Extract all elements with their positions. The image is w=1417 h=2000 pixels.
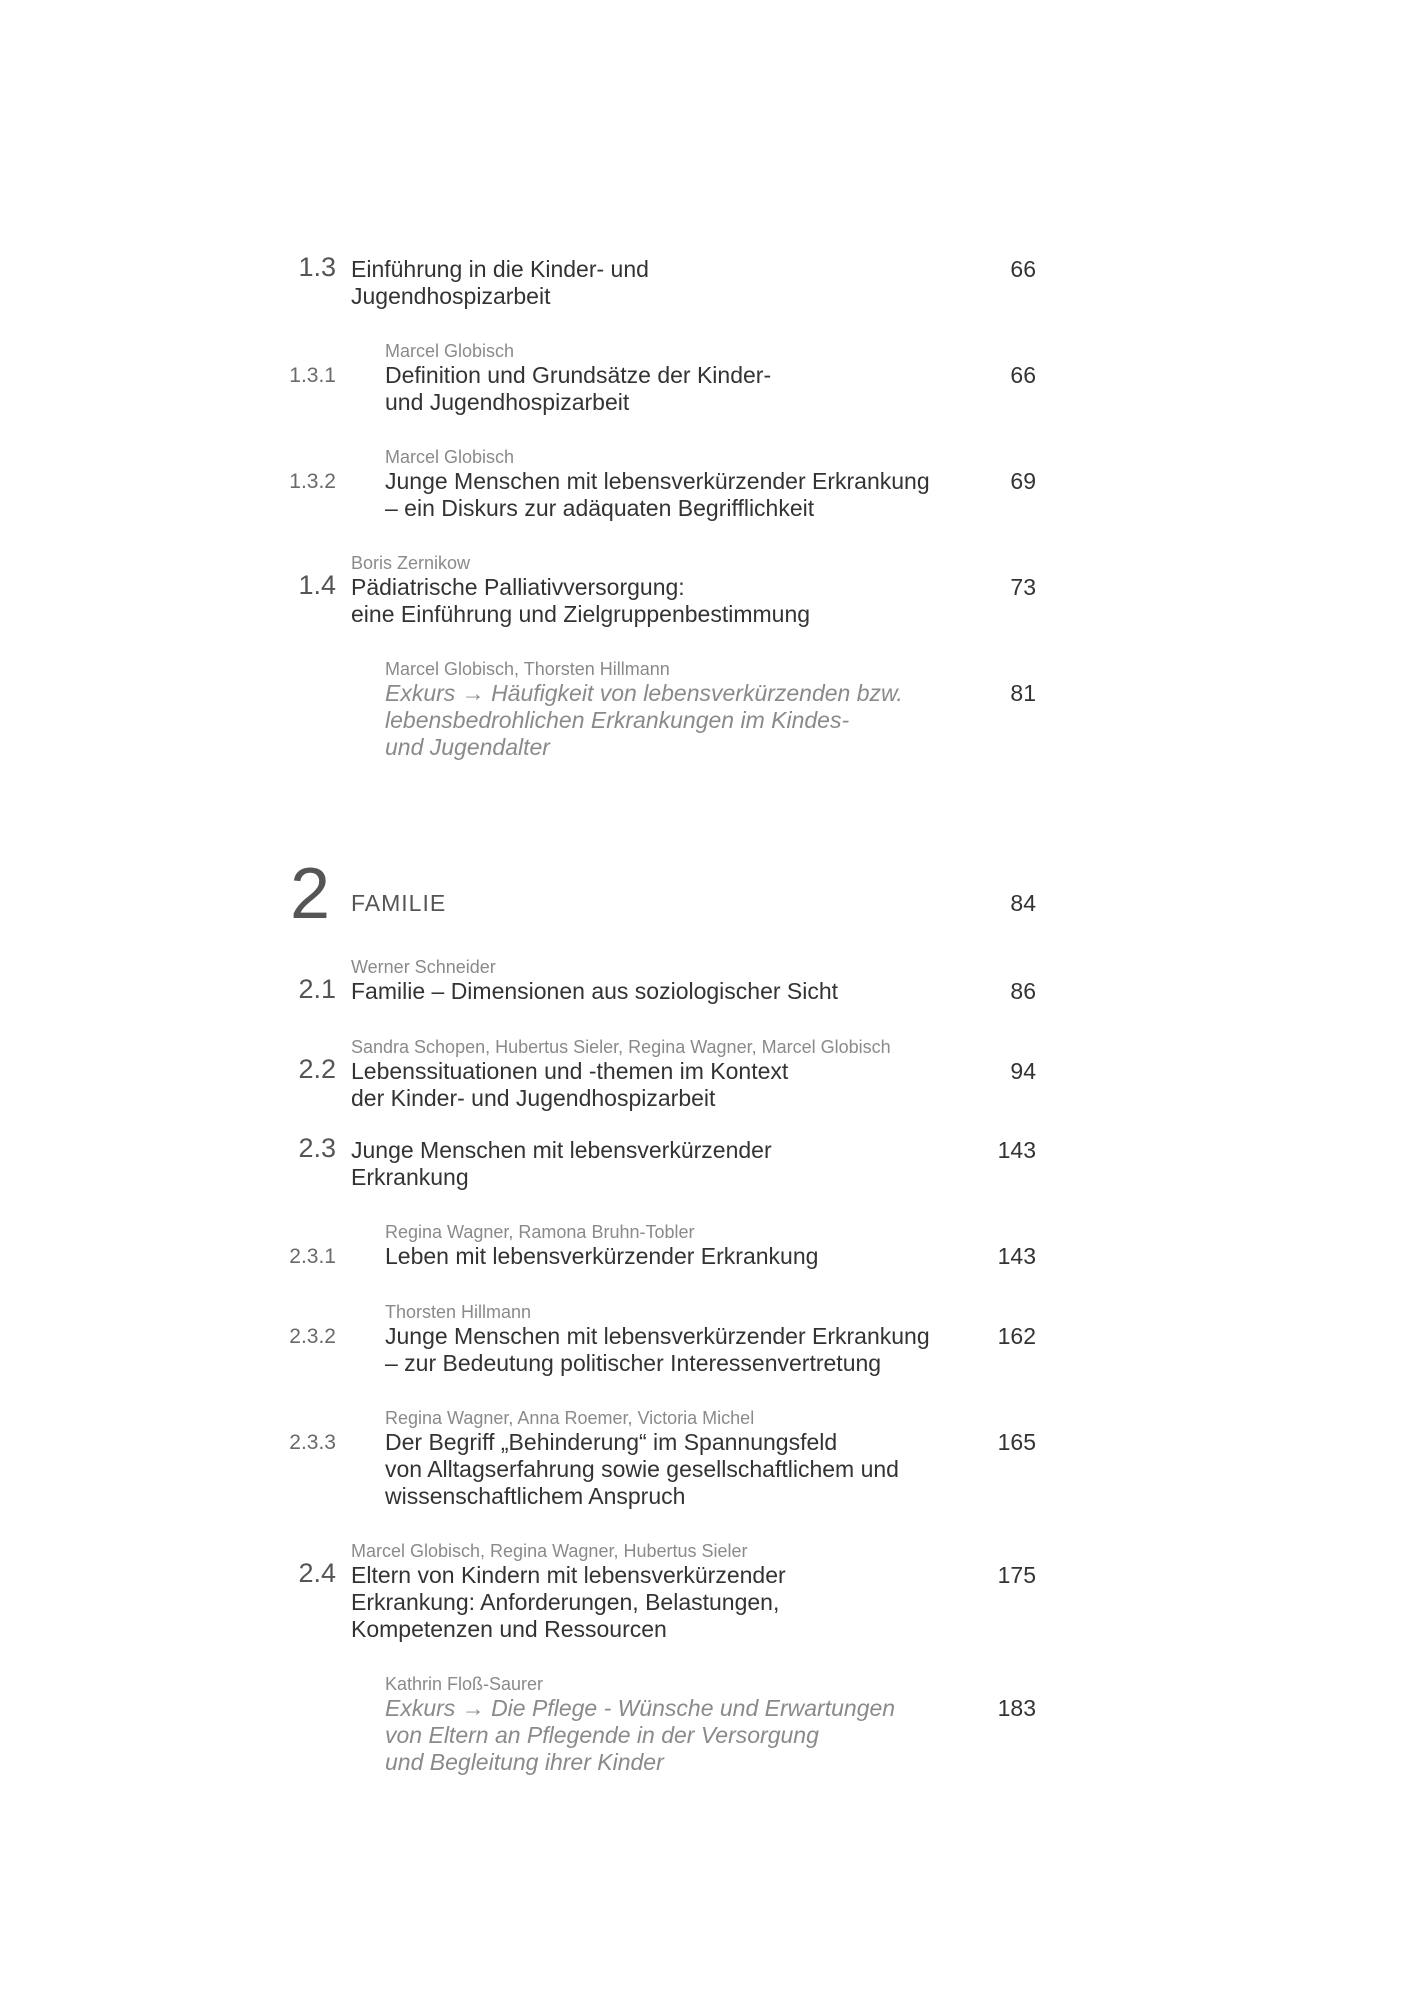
page-number: 73 [1010,574,1036,600]
section-title: Junge Menschen mit lebensverkürzender Erkrankung – ein Diskurs zur adäquaten Begrifflichkeit [385,468,930,521]
page-number: 86 [1010,978,1036,1004]
page-number: 84 [1010,890,1036,916]
excursus-title: Exkurs → Häufigkeit von lebensverkürzenden bzw. lebensbedrohlichen Erkrankungen im Kindes- und Jugendalter [385,680,903,760]
section-title: Leben mit lebensverkürzender Erkrankung [385,1243,819,1269]
page-number: 165 [997,1429,1036,1455]
author-line: Marcel Globisch, Regina Wagner, Hubertus Sieler [351,1541,748,1561]
page-number: 94 [1010,1058,1036,1084]
chapter-title: FAMILIE [351,890,447,916]
section-title: Familie – Dimensionen aus soziologischer Sicht [351,978,839,1004]
section-number: 2.3.3 [289,1431,336,1454]
page-number: 69 [1010,468,1036,494]
author-line: Thorsten Hillmann [385,1302,532,1322]
author-line: Regina Wagner, Anna Roemer, Victoria Michel [385,1408,755,1428]
author-line: Marcel Globisch [385,341,515,361]
page-number: 143 [997,1137,1036,1163]
author-line: Kathrin Floß-Saurer [385,1674,544,1694]
author-line: Regina Wagner, Ramona Bruhn-Tobler [385,1222,695,1242]
section-title: Der Begriff „Behinderung“ im Spannungsfeld von Alltagserfahrung sowie gesellschaftlichem und wissenschaftlichem Anspruch [385,1429,899,1509]
page-number: 162 [997,1323,1036,1349]
section-title: Einführung in die Kinder- und Jugendhospizarbeit [351,256,649,309]
section-number: 2.1 [298,974,336,1004]
chapter-number: 2 [290,854,331,934]
section-number: 2.3.1 [289,1245,336,1268]
author-line: Werner Schneider [351,957,496,977]
author-line: Boris Zernikow [351,553,471,573]
page-number: 66 [1010,362,1036,388]
section-number: 2.3.2 [289,1325,336,1348]
section-title: Junge Menschen mit lebensverkürzender Erkrankung – zur Bedeutung politischer Interessenvertretung [385,1323,930,1376]
author-line: Marcel Globisch [385,447,515,467]
section-title: Eltern von Kindern mit lebensverkürzender Erkrankung: Anforderungen, Belastungen, Kompetenzen und Ressourcen [351,1562,786,1642]
section-number: 1.3 [298,252,336,282]
page-number: 66 [1010,256,1036,282]
section-title: Pädiatrische Palliativversorgung: eine Einführung und Zielgruppenbestimmung [351,574,811,627]
section-number: 2.3 [298,1133,336,1163]
section-title: Junge Menschen mit lebensverkürzender Erkrankung [351,1137,772,1190]
author-line: Sandra Schopen, Hubertus Sieler, Regina Wagner, Marcel Globisch [351,1037,891,1057]
page-number: 175 [997,1562,1036,1588]
section-title: Lebenssituationen und -themen im Kontext der Kinder- und Jugendhospizarbeit [351,1058,789,1111]
section-number: 2.4 [298,1558,336,1588]
author-line: Marcel Globisch, Thorsten Hillmann [385,659,670,679]
excursus-title: Exkurs → Die Pflege - Wünsche und Erwartungen von Eltern an Pflegende in der Versorgung und Begleitung ihrer Kinder [385,1695,896,1775]
section-number: 1.4 [298,570,336,600]
section-title: Definition und Grundsätze der Kinder- und Jugendhospizarbeit [385,362,772,415]
page-number: 183 [997,1695,1036,1721]
page-number: 143 [997,1243,1036,1269]
section-number: 1.3.1 [289,364,336,387]
section-number: 2.2 [298,1054,336,1084]
section-number: 1.3.2 [289,470,336,493]
page-number: 81 [1010,680,1036,706]
